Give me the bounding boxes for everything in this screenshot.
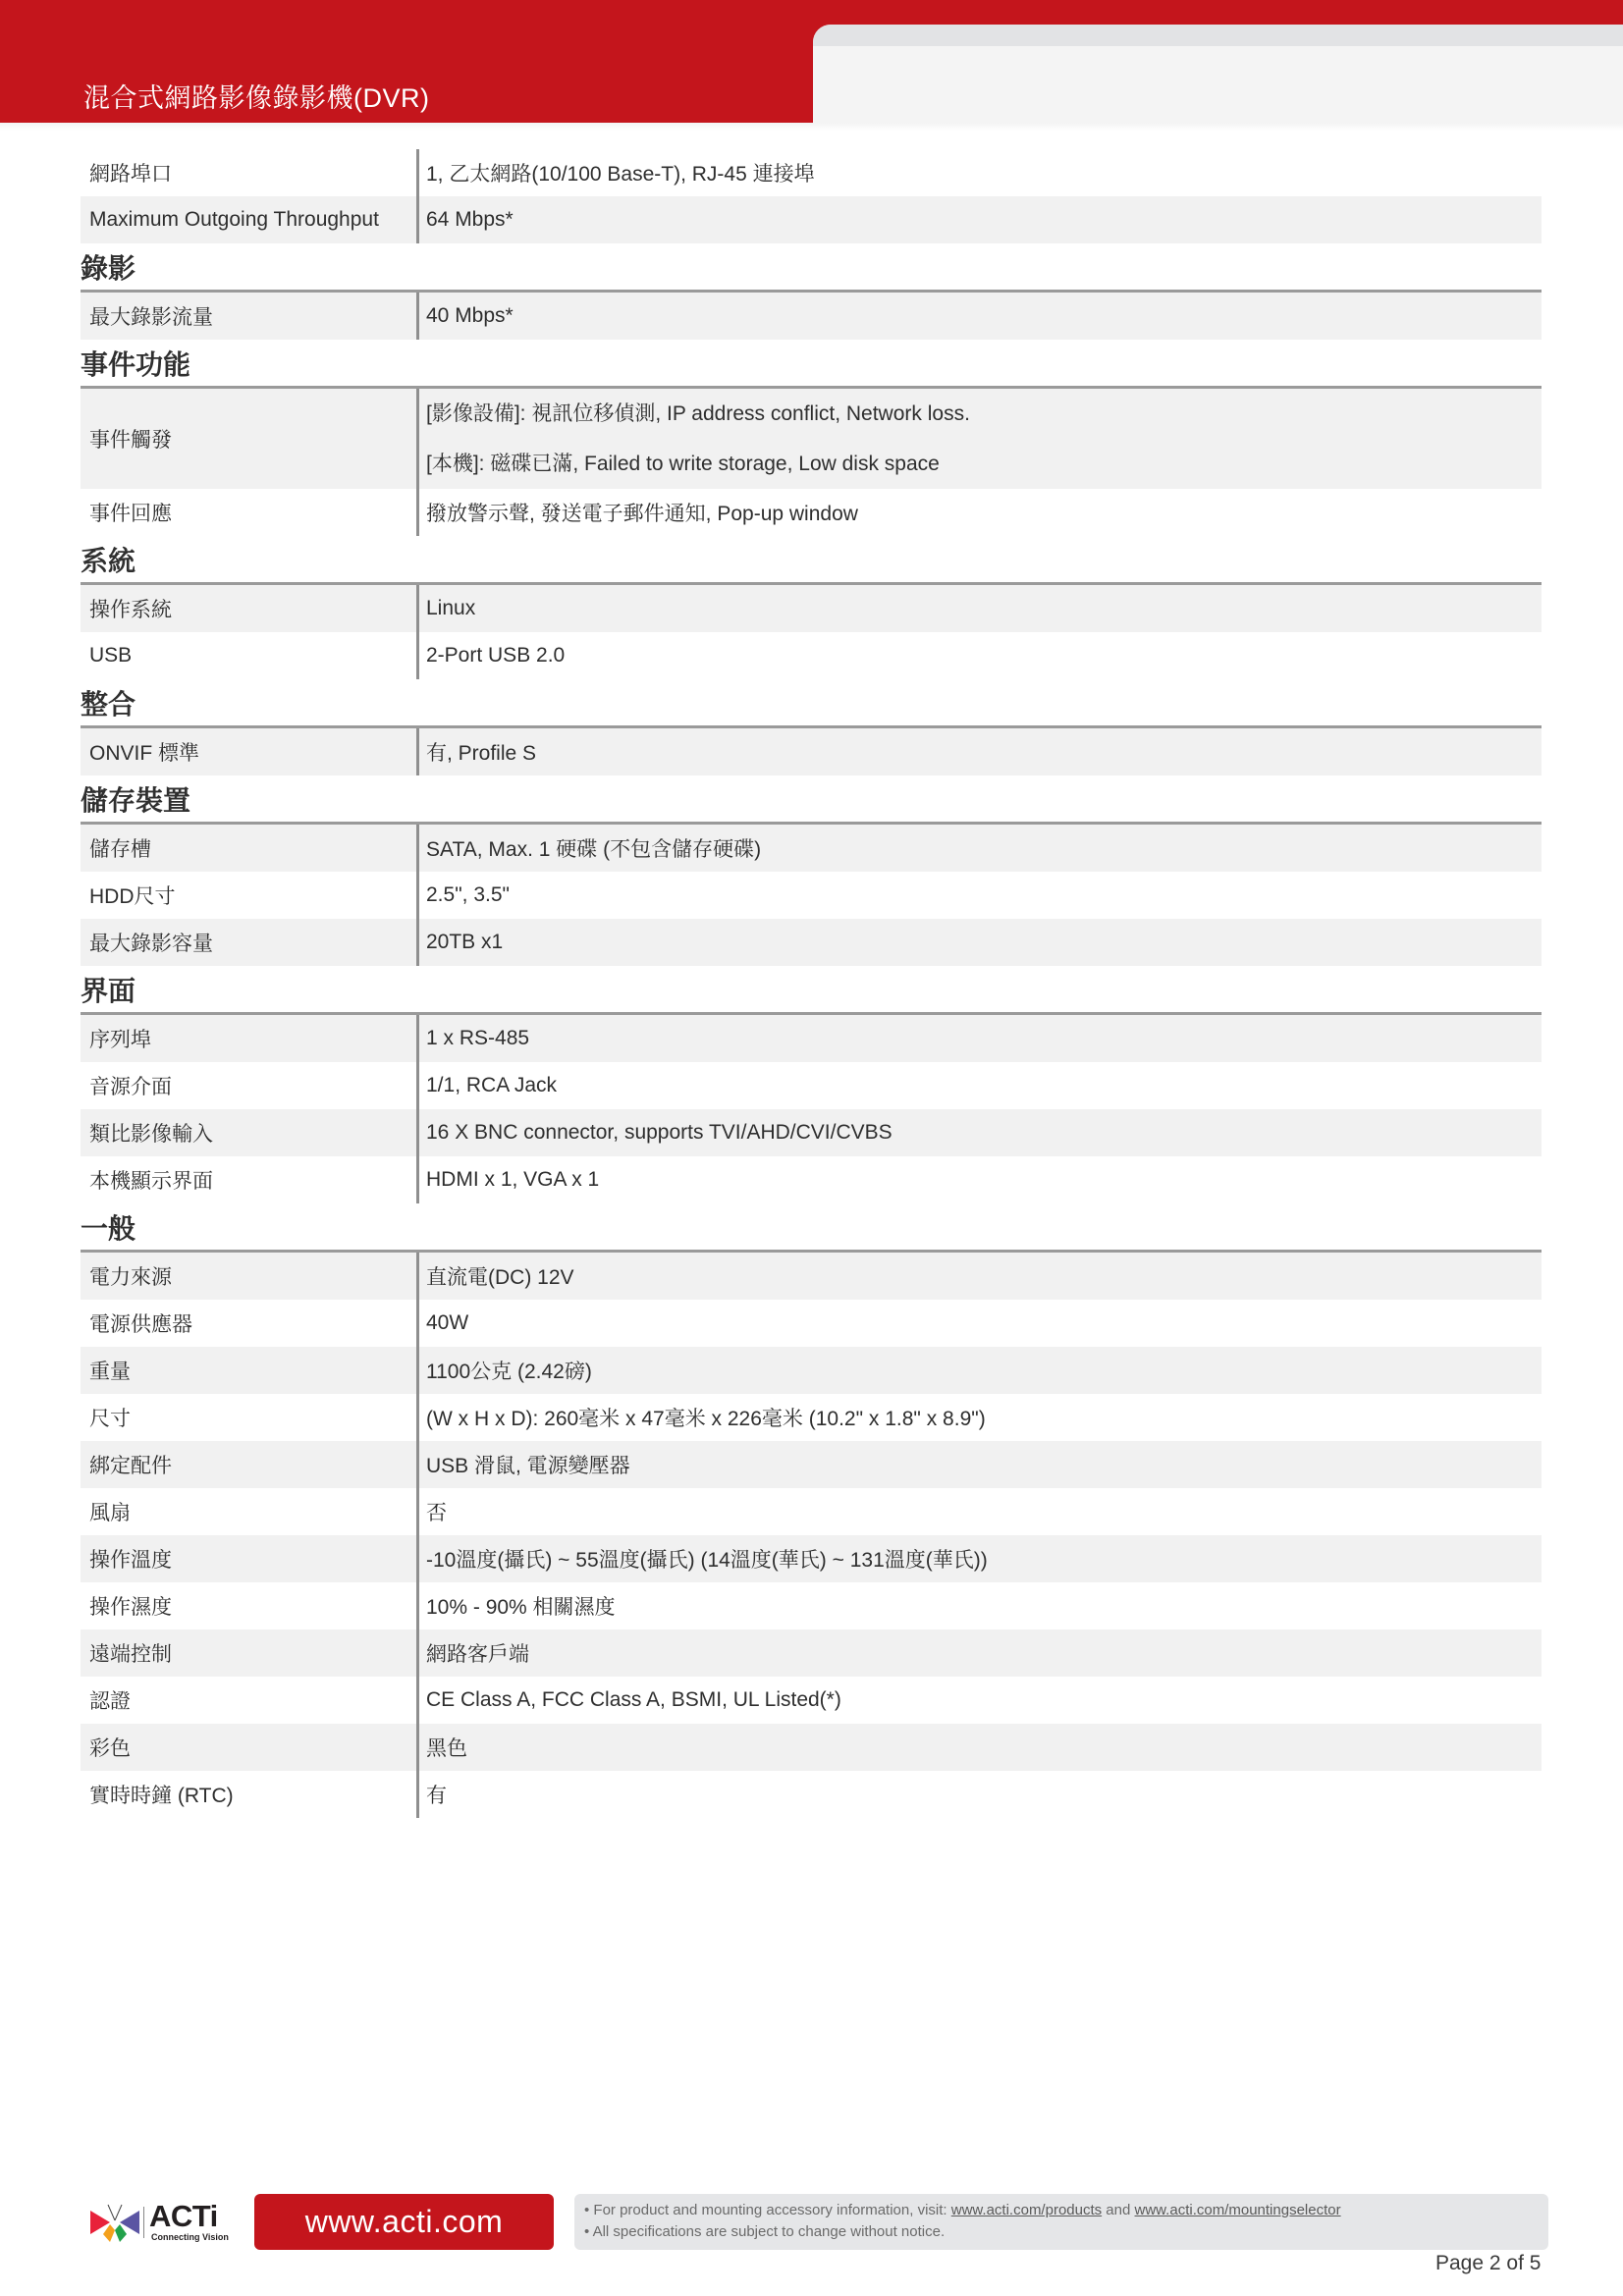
spec-label: 儲存槽 — [89, 838, 151, 861]
logo-divider — [143, 2207, 144, 2238]
spec-value: 20TB x1 — [416, 919, 1542, 966]
spec-row — [81, 1062, 1542, 1109]
spec-value: 黑色 — [416, 1724, 1542, 1771]
spec-label: Maximum Outgoing Throughput — [89, 208, 379, 231]
website-link-button[interactable]: www.acti.com — [254, 2194, 554, 2250]
spec-label: 綁定配件 — [89, 1455, 172, 1477]
spec-row — [81, 1253, 1542, 1300]
spec-label: 風扇 — [89, 1502, 131, 1524]
spec-value: 1 x RS-485 — [416, 1015, 1542, 1062]
section-title: 錄影 — [81, 253, 136, 284]
spec-value: 有, Profile S — [416, 728, 1542, 775]
spec-value: 64 Mbps* — [416, 196, 1542, 243]
section-heading — [81, 681, 1542, 728]
spec-value: 否 — [416, 1488, 1542, 1535]
spec-row — [81, 872, 1542, 919]
acti-logo — [88, 2201, 245, 2244]
spec-value: 1100公克 (2.42磅) — [416, 1347, 1542, 1394]
spec-label: 電源供應器 — [89, 1313, 192, 1336]
spec-row — [81, 1109, 1542, 1156]
section-rule — [81, 290, 1542, 293]
spec-value: 1/1, RCA Jack — [416, 1062, 1542, 1109]
spec-label: HDD尺寸 — [89, 885, 176, 908]
spec-row — [81, 1300, 1542, 1347]
spec-label: 事件回應 — [89, 503, 172, 525]
spec-value: SATA, Max. 1 硬碟 (不包含儲存硬碟) — [416, 825, 1542, 872]
spec-label: 操作濕度 — [89, 1596, 172, 1619]
spec-row — [81, 1771, 1542, 1818]
spec-value-line: [影像設備]: 視訊位移偵測, IP address conflict, Network loss. — [426, 402, 970, 425]
section-heading — [81, 245, 1542, 293]
spec-value: 2.5", 3.5" — [416, 872, 1542, 919]
spec-value: 40 Mbps* — [416, 293, 1542, 340]
section-title: 系統 — [81, 546, 136, 576]
spec-row — [81, 1677, 1542, 1724]
spec-label: 彩色 — [89, 1737, 131, 1760]
spec-label: ONVIF 標準 — [89, 742, 200, 765]
spec-label: 最大錄影容量 — [89, 933, 213, 955]
spec-row — [81, 1441, 1542, 1488]
logo-tagline: Connecting Vision — [151, 2232, 229, 2242]
spec-label: 遠端控制 — [89, 1643, 172, 1666]
section-title: 儲存裝置 — [81, 785, 191, 816]
spec-value: 1, 乙太網路(10/100 Base-T), RJ-45 連接埠 — [416, 149, 1542, 196]
spec-value: USB 滑鼠, 電源變壓器 — [416, 1441, 1542, 1488]
spec-row — [81, 1015, 1542, 1062]
spec-row — [81, 1629, 1542, 1677]
spec-value: 直流電(DC) 12V — [416, 1253, 1542, 1300]
section-title: 整合 — [81, 689, 136, 720]
spec-row — [81, 196, 1542, 243]
spec-label: 操作系統 — [89, 599, 172, 621]
note-line-2: • All specifications are subject to change without notice. — [584, 2223, 946, 2240]
spec-row — [81, 1394, 1542, 1441]
spec-row — [81, 632, 1542, 679]
logo-wordmark: ACTi — [149, 2199, 218, 2233]
spec-row — [81, 585, 1542, 632]
spec-label: 類比影像輸入 — [89, 1123, 213, 1146]
spec-value: 網路客戶端 — [416, 1629, 1542, 1677]
header-shadow — [0, 123, 1623, 131]
spec-value: 40W — [416, 1300, 1542, 1347]
products-link[interactable]: www.acti.com/products — [950, 2202, 1103, 2218]
document-title: 混合式網路影像錄影機(DVR) — [83, 83, 430, 113]
footer-notes — [574, 2194, 1548, 2250]
page-number: Page 2 of 5 — [1435, 2252, 1542, 2274]
section-heading — [81, 968, 1542, 1015]
note-line-1 — [584, 2200, 1539, 2221]
header-decorative-panel — [813, 25, 1623, 123]
section-heading — [81, 777, 1542, 825]
spec-label: 重量 — [89, 1361, 131, 1383]
spec-label: 網路埠口 — [89, 163, 172, 186]
spec-label: 電力來源 — [89, 1266, 172, 1289]
page-footer — [0, 2191, 1623, 2250]
section-title: 界面 — [81, 976, 136, 1006]
spec-value — [416, 389, 1542, 489]
spec-label: 序列埠 — [89, 1029, 151, 1051]
header-panel-band — [813, 25, 1623, 46]
spec-value: 撥放警示聲, 發送電子郵件通知, Pop-up window — [416, 489, 1542, 536]
spec-label: 最大錄影流量 — [89, 306, 213, 329]
spec-value: CE Class A, FCC Class A, BSMI, UL Listed(*) — [416, 1677, 1542, 1724]
spec-value: HDMI x 1, VGA x 1 — [416, 1156, 1542, 1203]
spec-row — [81, 919, 1542, 966]
section-heading — [81, 1205, 1542, 1253]
section-title: 事件功能 — [81, 349, 191, 380]
spec-label: 尺寸 — [89, 1408, 131, 1430]
spec-value: Linux — [416, 585, 1542, 632]
spec-row — [81, 1156, 1542, 1203]
spec-label: 操作溫度 — [89, 1549, 172, 1572]
note-text: • For product and mounting accessory information, visit: — [584, 2202, 951, 2218]
spec-row — [81, 1535, 1542, 1582]
spec-value: -10溫度(攝氏) ~ 55溫度(攝氏) (14溫度(華氏) ~ 131溫度(華氏)) — [416, 1535, 1542, 1582]
spec-row — [81, 149, 1542, 196]
spec-value-line: [本機]: 磁碟已滿, Failed to write storage, Low disk space — [426, 453, 940, 475]
spec-row — [81, 389, 1542, 489]
spec-row — [81, 1347, 1542, 1394]
spec-value: 10% - 90% 相關濕度 — [416, 1582, 1542, 1629]
spec-row — [81, 293, 1542, 340]
section-rule — [81, 822, 1542, 825]
page-header — [0, 0, 1623, 123]
spec-row — [81, 1488, 1542, 1535]
spec-label: 事件觸發 — [89, 429, 172, 452]
spec-value: 16 X BNC connector, supports TVI/AHD/CVI/CVBS — [416, 1109, 1542, 1156]
spec-row — [81, 1582, 1542, 1629]
spec-value: (W x H x D): 260毫米 x 47毫米 x 226毫米 (10.2" x 1.8" x 8.9") — [416, 1394, 1542, 1441]
spec-label: 本機顯示界面 — [89, 1170, 213, 1193]
section-rule — [81, 725, 1542, 728]
section-rule — [81, 386, 1542, 389]
spec-label: USB — [89, 644, 133, 667]
spec-row — [81, 728, 1542, 775]
mounting-selector-link[interactable]: www.acti.com/mountingselector — [1134, 2202, 1341, 2218]
spec-label: 實時時鐘 (RTC) — [89, 1785, 234, 1807]
section-heading — [81, 342, 1542, 389]
section-heading — [81, 538, 1542, 585]
note-text: and — [1102, 2202, 1135, 2218]
spec-row — [81, 1724, 1542, 1771]
spec-label: 認證 — [89, 1690, 131, 1713]
section-rule — [81, 1012, 1542, 1015]
spec-value: 2-Port USB 2.0 — [416, 632, 1542, 679]
spec-table — [81, 149, 1542, 1818]
spec-value: 有 — [416, 1771, 1542, 1818]
butterfly-logo-icon — [88, 2201, 141, 2244]
section-rule — [81, 582, 1542, 585]
section-title: 一般 — [81, 1213, 136, 1244]
spec-label: 音源介面 — [89, 1076, 172, 1098]
spec-row — [81, 489, 1542, 536]
section-rule — [81, 1250, 1542, 1253]
spec-row — [81, 825, 1542, 872]
